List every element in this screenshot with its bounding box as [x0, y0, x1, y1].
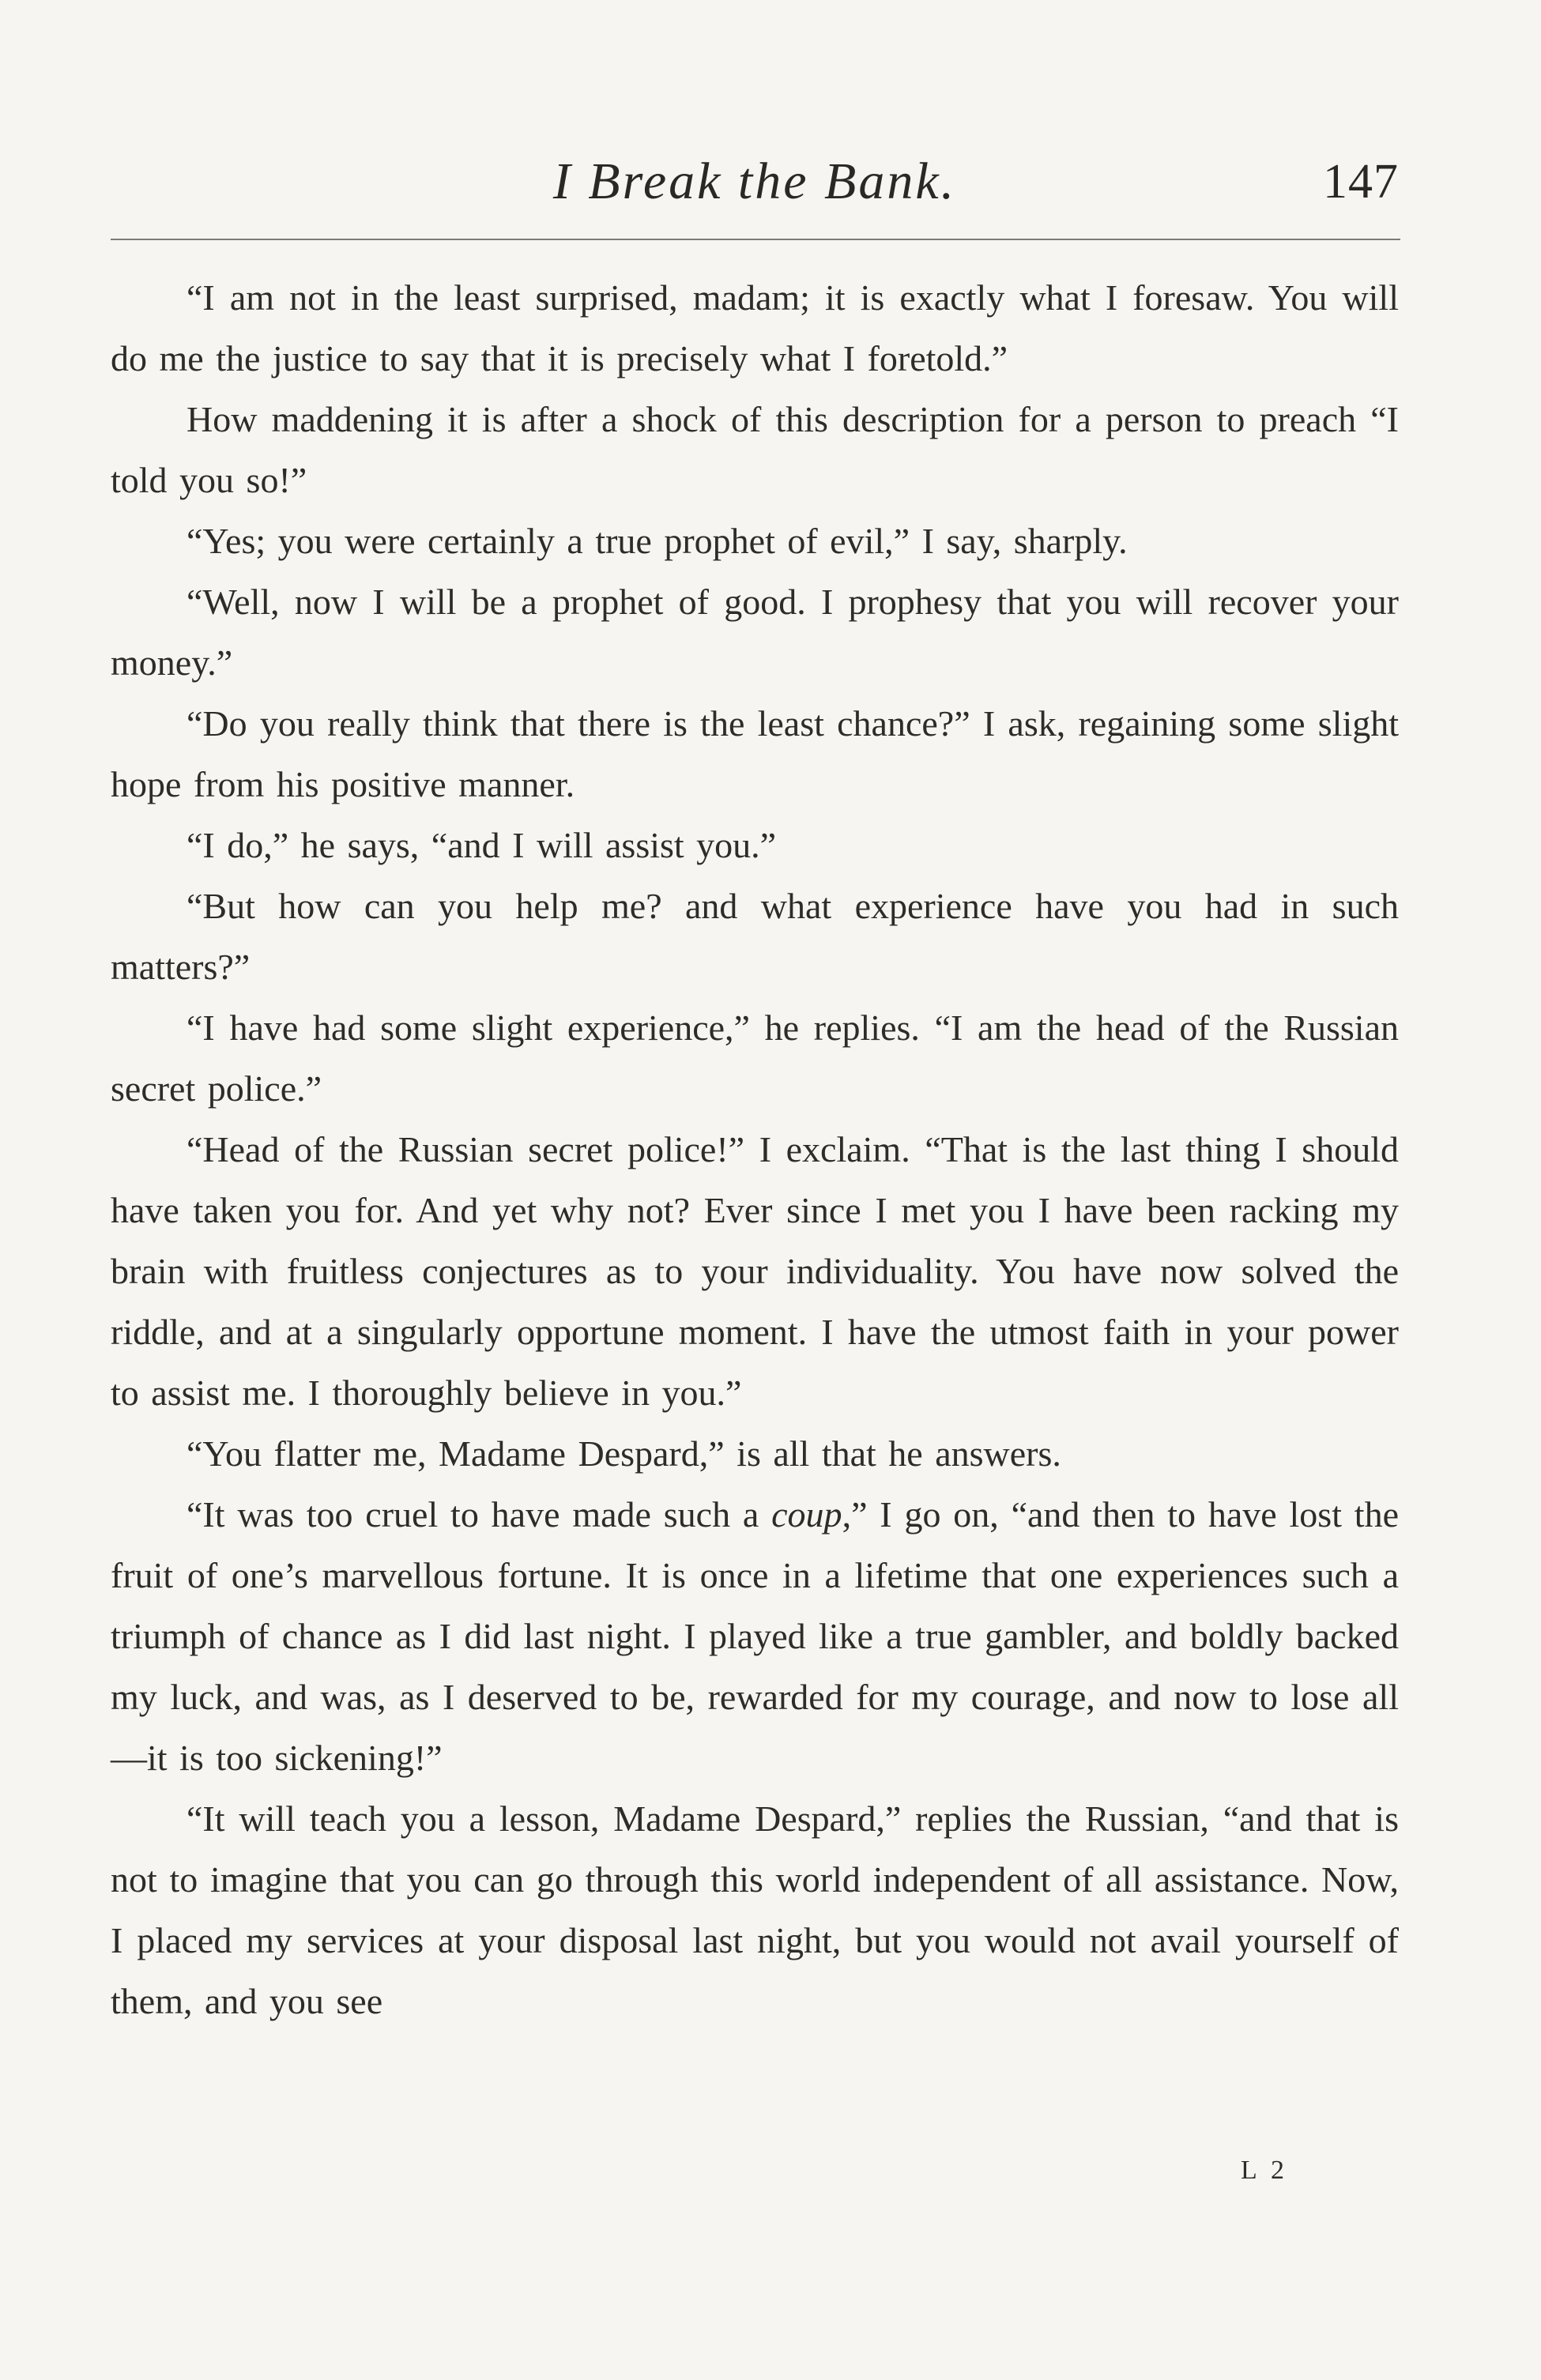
signature-mark: L 2	[1241, 2156, 1289, 2185]
paragraph: “Well, now I will be a prophet of good. I prophesy that you will recover your money.”	[111, 582, 1399, 683]
paragraph-text: “It was too cruel to have made such a	[187, 1494, 772, 1535]
body-text	[111, 267, 1399, 2032]
paragraph: “I do,” he says, “and I will assist you.”	[187, 825, 777, 865]
paragraph: “But how can you help me? and what experience have you had in such matters?”	[111, 886, 1399, 987]
paragraph: “It will teach you a lesson, Madame Despard,” replies the Russian, “and that is not to imagine that you can go through this world independent of all assistance. Now, I placed my services at your disposal last night, but you would not avail yourself of them, and you see	[111, 1798, 1399, 2021]
running-head	[111, 142, 1399, 221]
page-number: 147	[1323, 155, 1399, 209]
paragraph	[111, 1484, 1399, 1788]
paragraph-text: ,” I go on, “and then to have lost the fruit of one’s marvellous fortune. It is once in a lifetime that one experiences such a triumph of chance as I did last night. I played like a true gambler, and boldly backed my luck, and was, as I deserved to be, rewarded for my courage, and now to lose all—it is too sickening!”	[111, 1494, 1400, 1778]
paragraph: “You flatter me, Madame Despard,” is all that he answers.	[187, 1433, 1061, 1474]
paragraph: “Do you really think that there is the least chance?” I ask, regaining some slight hope from his positive manner.	[111, 703, 1399, 804]
header-rule	[111, 239, 1400, 240]
running-title: I Break the Bank.	[552, 153, 957, 210]
paragraph: “Yes; you were certainly a true prophet of evil,” I say, sharply.	[187, 521, 1128, 561]
paragraph: How maddening it is after a shock of this description for a person to preach “I told you so!”	[111, 399, 1399, 500]
paragraph: “I am not in the least surprised, madam; it is exactly what I foresaw. You will do me the justice to say that it is precisely what I foretold.”	[111, 277, 1399, 378]
paragraph: “I have had some slight experience,” he replies. “I am the head of the Russian secret police.”	[111, 1007, 1399, 1109]
paragraph: “Head of the Russian secret police!” I exclaim. “That is the last thing I should have taken you for. And yet why not? Ever since I met you I have been racking my brain with fruitless conjectures as to your individuality. You have now solved the riddle, and at a singularly opportune moment. I have the utmost faith in your power to assist me. I thoroughly believe in you.”	[111, 1129, 1399, 1413]
italic-word: coup	[771, 1494, 842, 1535]
